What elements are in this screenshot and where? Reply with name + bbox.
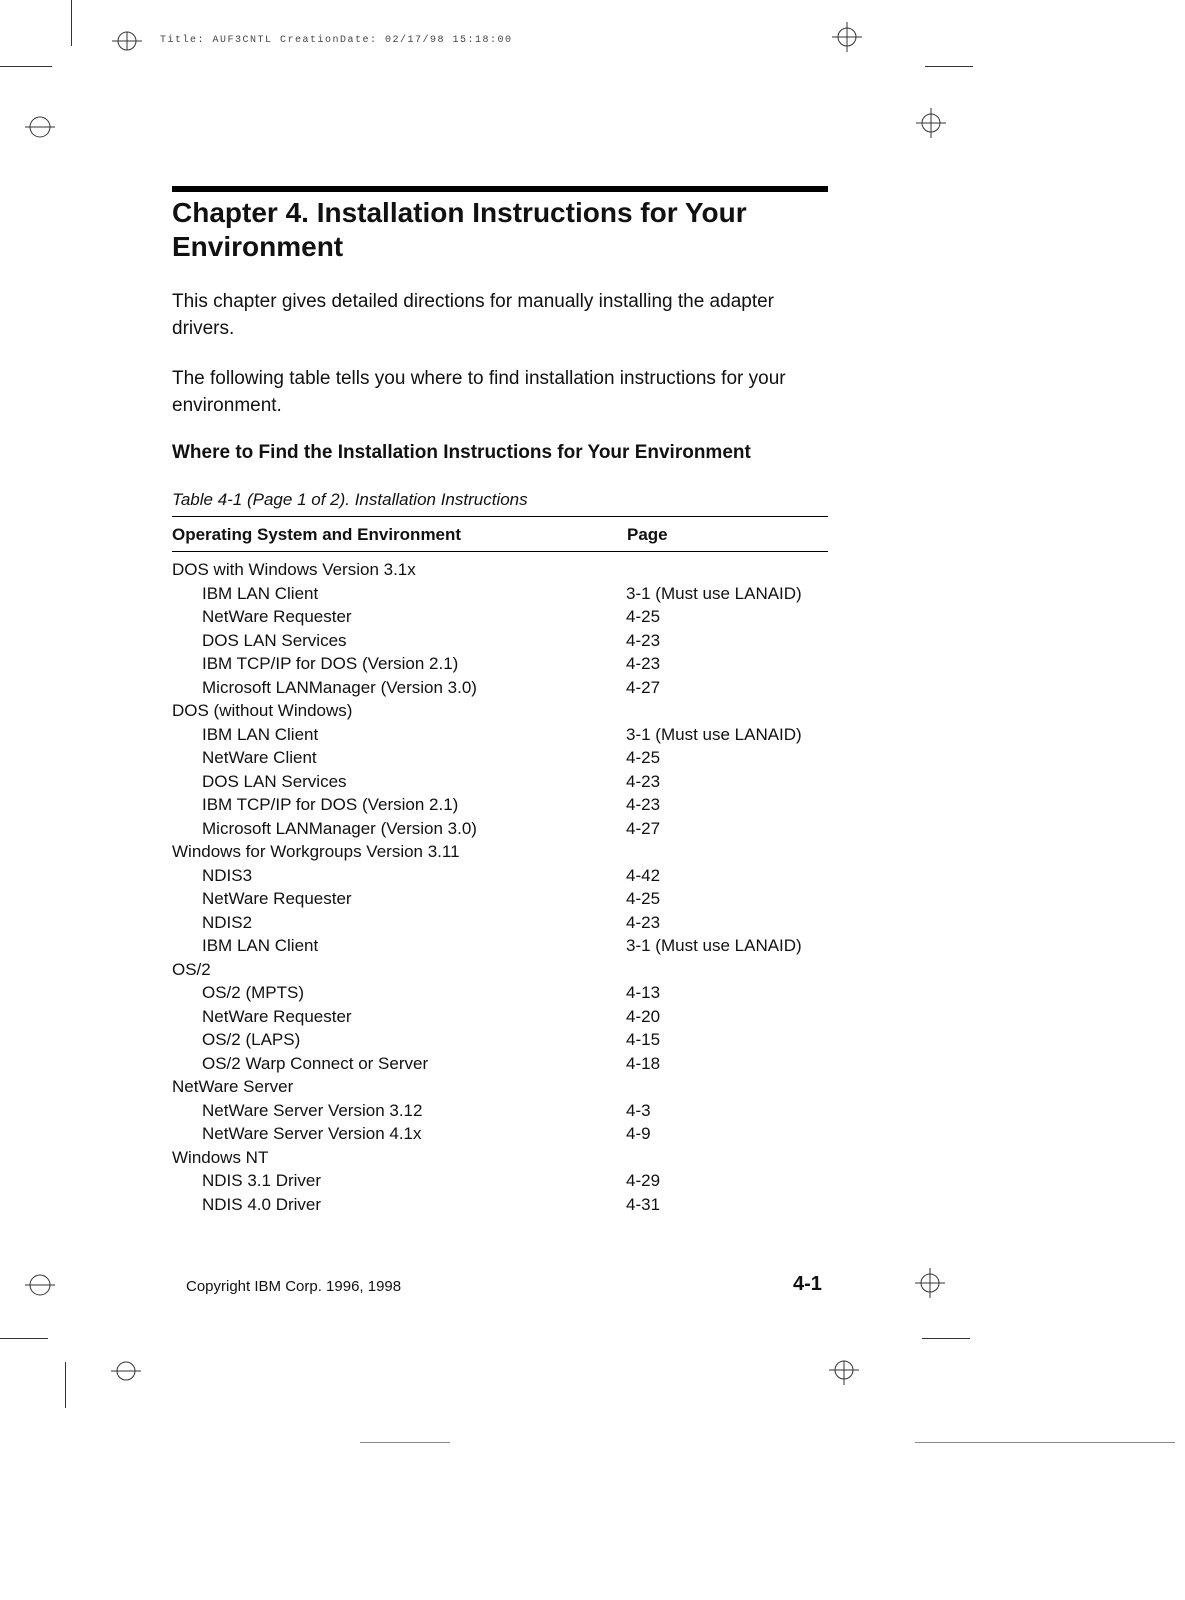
- environment-entry: NetWare Server Version 4.1x: [202, 1124, 422, 1143]
- page-reference: 3-1 (Must use LANAID): [626, 936, 802, 955]
- registration-mark-icon: [25, 112, 55, 142]
- environment-entry: IBM LAN Client: [202, 936, 319, 955]
- table-row: [172, 723, 828, 747]
- table-row: [172, 840, 828, 864]
- page-reference: 4-42: [626, 865, 661, 885]
- crop-line: [71, 0, 72, 46]
- page-reference: 4-25: [626, 889, 661, 908]
- environment-entry: NetWare Requester: [202, 607, 352, 626]
- table-row: [172, 1122, 828, 1146]
- environment-entry: NDIS3: [202, 865, 253, 885]
- page-reference: 4-31: [626, 1194, 661, 1214]
- intro-paragraph: This chapter gives detailed directions for manually installing the adapter drivers.: [172, 291, 774, 339]
- crop-line: [922, 1338, 970, 1339]
- page-reference: 4-3: [626, 1100, 651, 1120]
- table-row: [172, 770, 828, 794]
- table-row: [172, 887, 828, 911]
- environment-entry: OS/2 (MPTS): [202, 983, 305, 1002]
- registration-mark-icon: [829, 1355, 859, 1385]
- table-top-rule: [172, 516, 828, 517]
- registration-mark-icon: [111, 1356, 141, 1386]
- table-row: [172, 1028, 828, 1052]
- chapter-title: Chapter 4. Installation Instructions for Your Environment: [172, 197, 747, 262]
- table-row: [172, 652, 828, 676]
- environment-entry: IBM TCP/IP for DOS (Version 2.1): [202, 654, 459, 673]
- environment-group: DOS with Windows Version 3.1x: [172, 560, 416, 579]
- crop-line: [65, 1362, 66, 1408]
- table-row: [172, 1005, 828, 1029]
- table-caption: Table 4-1 (Page 1 of 2). Installation Instructions: [172, 490, 528, 509]
- column-header-environment: Operating System and Environment: [172, 525, 462, 544]
- environment-entry: OS/2 (LAPS): [202, 1030, 301, 1049]
- page-reference: 4-9: [626, 1124, 651, 1143]
- registration-mark-icon: [25, 1570, 55, 1600]
- table-row: [172, 676, 828, 700]
- table-row: [172, 1099, 828, 1123]
- environment-entry: NDIS 3.1 Driver: [202, 1171, 322, 1190]
- page-reference: 4-25: [626, 748, 661, 767]
- environment-entry: NetWare Requester: [202, 1006, 352, 1026]
- environment-entry: IBM LAN Client: [202, 724, 319, 744]
- table-row: [172, 746, 828, 770]
- table-row: [172, 793, 828, 817]
- environment-entry: OS/2 Warp Connect or Server: [202, 1053, 429, 1073]
- intro-paragraph: The following table tells you where to find installation instructions for your environment.: [172, 368, 786, 416]
- table-header-rule: [172, 551, 828, 552]
- table-row: [172, 699, 828, 723]
- page-reference: 4-27: [626, 818, 661, 838]
- table-row: [172, 605, 828, 629]
- scan-artifact: [915, 1442, 1175, 1443]
- page-reference: 4-23: [626, 630, 661, 650]
- crop-line: [0, 1338, 48, 1339]
- environment-entry: NetWare Requester: [202, 889, 352, 908]
- page-reference: 4-25: [626, 607, 661, 626]
- environment-entry: IBM TCP/IP for DOS (Version 2.1): [202, 795, 459, 814]
- registration-mark-icon: [916, 108, 946, 138]
- environment-entry: NetWare Client: [202, 748, 317, 767]
- environment-entry: DOS LAN Services: [202, 630, 347, 650]
- file-info-header: Title: AUF3CNTL CreationDate: 02/17/98 15:18:00: [160, 35, 513, 46]
- page-reference: 4-29: [626, 1171, 661, 1190]
- page-reference: 4-15: [626, 1030, 661, 1049]
- registration-mark-icon: [832, 22, 862, 52]
- registration-mark-icon: [25, 1270, 55, 1300]
- page-reference: 4-18: [626, 1053, 661, 1073]
- page-reference: 4-23: [626, 912, 661, 932]
- table-row: [172, 1052, 828, 1076]
- page-reference: 4-20: [626, 1006, 661, 1026]
- page-reference: 4-23: [626, 795, 661, 814]
- table-row: [172, 629, 828, 653]
- copyright-notice: Copyright IBM Corp. 1996, 1998: [186, 1278, 402, 1295]
- table-row: [172, 558, 828, 582]
- environment-entry: IBM LAN Client: [202, 583, 319, 603]
- installation-table-body: [172, 558, 828, 1216]
- environment-entry: Microsoft LANManager (Version 3.0): [202, 818, 477, 838]
- table-row: [172, 582, 828, 606]
- environment-entry: NetWare Server Version 3.12: [202, 1100, 423, 1120]
- environment-entry: Microsoft LANManager (Version 3.0): [202, 677, 477, 697]
- environment-group: Windows NT: [172, 1147, 269, 1167]
- table-row: [172, 1146, 828, 1170]
- environment-group: Windows for Workgroups Version 3.11: [172, 842, 460, 861]
- environment-group: OS/2: [172, 959, 211, 979]
- page-reference: 4-23: [626, 771, 661, 791]
- section-heading: Where to Find the Installation Instructions for Your Environment: [172, 442, 751, 463]
- page-reference: 4-23: [626, 654, 661, 673]
- table-row: [172, 864, 828, 888]
- environment-group: NetWare Server: [172, 1077, 294, 1096]
- environment-entry: DOS LAN Services: [202, 771, 347, 791]
- table-row: [172, 981, 828, 1005]
- crop-line: [0, 66, 52, 67]
- table-row: [172, 1169, 828, 1193]
- page-reference: 3-1 (Must use LANAID): [626, 724, 802, 744]
- scan-artifact: [360, 1442, 450, 1443]
- registration-mark-icon: [915, 1268, 945, 1298]
- table-row: [172, 934, 828, 958]
- table-row: [172, 958, 828, 982]
- table-row: [172, 1075, 828, 1099]
- environment-group: DOS (without Windows): [172, 701, 353, 720]
- column-header-page: Page: [627, 525, 668, 544]
- table-row: [172, 1193, 828, 1217]
- page-number: 4-1: [793, 1273, 822, 1295]
- crop-line: [925, 66, 973, 67]
- page-reference: 4-13: [626, 983, 661, 1002]
- page-reference: 3-1 (Must use LANAID): [626, 583, 802, 603]
- registration-mark-icon: [112, 26, 142, 56]
- environment-entry: NDIS2: [202, 912, 253, 932]
- environment-entry: NDIS 4.0 Driver: [202, 1194, 322, 1214]
- table-row: [172, 911, 828, 935]
- page-reference: 4-27: [626, 677, 661, 697]
- chapter-rule: [172, 186, 828, 192]
- table-row: [172, 817, 828, 841]
